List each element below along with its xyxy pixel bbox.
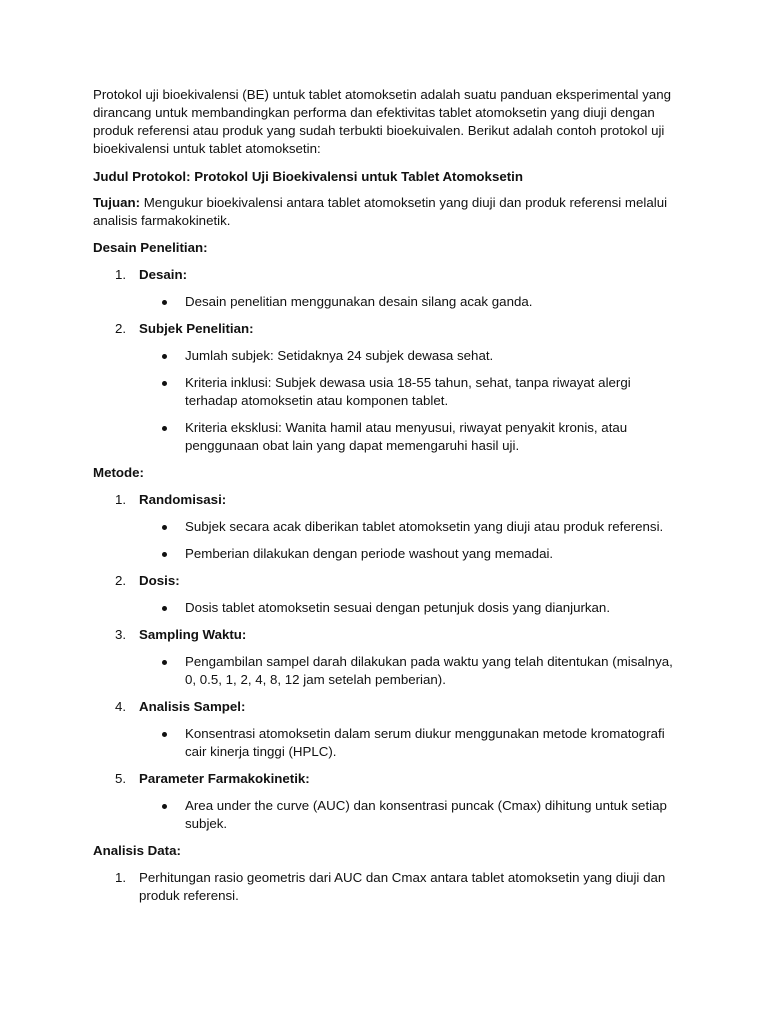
item-number: 1. bbox=[115, 870, 127, 885]
bullet-icon bbox=[162, 804, 167, 809]
design-item-1 bbox=[93, 266, 683, 284]
method-heading: Metode: bbox=[93, 465, 144, 480]
item-label: Dosis: bbox=[139, 573, 180, 588]
bullet-icon bbox=[162, 660, 167, 665]
item-text: Perhitungan rasio geometris dari AUC dan Cmax antara tablet atomoksetin yang diuji dan produk referensi. bbox=[139, 870, 666, 903]
bullet-icon bbox=[162, 606, 167, 611]
list-item bbox=[93, 374, 683, 410]
design-list bbox=[93, 266, 683, 455]
bullet-icon bbox=[162, 552, 167, 557]
item-label: Sampling Waktu: bbox=[139, 627, 247, 642]
method-item-1 bbox=[93, 491, 683, 509]
item-label: Desain: bbox=[139, 267, 188, 282]
method-item-3 bbox=[93, 626, 683, 644]
bullet-text: Desain penelitian menggunakan desain silang acak ganda. bbox=[185, 294, 533, 309]
design-item-2-bullets bbox=[93, 347, 683, 455]
method-item-5-bullets bbox=[93, 797, 683, 833]
bullet-text: Subjek secara acak diberikan tablet atomoksetin yang diuji atau produk referensi. bbox=[185, 519, 664, 534]
item-label: Parameter Farmakokinetik: bbox=[139, 771, 310, 786]
bullet-text: Dosis tablet atomoksetin sesuai dengan petunjuk dosis yang dianjurkan. bbox=[185, 600, 611, 615]
analysis-item-1 bbox=[93, 869, 683, 905]
method-item-3-bullets bbox=[93, 653, 683, 689]
list-item bbox=[93, 599, 683, 617]
list-item bbox=[93, 797, 683, 833]
design-item-1-bullets bbox=[93, 293, 683, 311]
intro-paragraph: Protokol uji bioekivalensi (BE) untuk tablet atomoksetin adalah suatu panduan eksperimental yang dirancang untuk membandingkan performa dan efektivitas tablet atomoksetin yang diuji dengan produk referensi atau produk yang sudah terbukti bioekuivalen. Berikut adalah contoh protokol uji bioekivalensi untuk tablet atomoksetin: bbox=[93, 87, 672, 156]
bullet-text: Jumlah subjek: Setidaknya 24 subjek dewasa sehat. bbox=[185, 348, 494, 363]
list-item bbox=[93, 518, 683, 536]
bullet-text: Pengambilan sampel darah dilakukan pada waktu yang telah ditentukan (misalnya, 0, 0.5, 1, 2, 4, 8, 12 jam setelah pemberian). bbox=[185, 654, 673, 687]
design-item-2 bbox=[93, 320, 683, 338]
bullet-icon bbox=[162, 300, 167, 305]
bullet-icon bbox=[162, 525, 167, 530]
analysis-list bbox=[93, 869, 683, 905]
item-number: 2. bbox=[115, 321, 127, 336]
list-item bbox=[93, 293, 683, 311]
method-item-2 bbox=[93, 572, 683, 590]
list-item bbox=[93, 419, 683, 455]
method-list bbox=[93, 491, 683, 833]
bullet-icon bbox=[162, 354, 167, 359]
method-item-1-bullets bbox=[93, 518, 683, 563]
bullet-text: Area under the curve (AUC) dan konsentrasi puncak (Cmax) dihitung untuk setiap subjek. bbox=[185, 798, 667, 831]
purpose-paragraph bbox=[93, 194, 683, 230]
purpose-label: Tujuan: bbox=[93, 195, 141, 210]
item-label: Analisis Sampel: bbox=[139, 699, 246, 714]
analysis-heading: Analisis Data: bbox=[93, 843, 181, 858]
method-item-4 bbox=[93, 698, 683, 716]
method-item-2-bullets bbox=[93, 599, 683, 617]
item-number: 4. bbox=[115, 699, 127, 714]
method-item-5 bbox=[93, 770, 683, 788]
bullet-icon bbox=[162, 426, 167, 431]
bullet-icon bbox=[162, 381, 167, 386]
document-content bbox=[93, 86, 683, 914]
item-label: Randomisasi: bbox=[139, 492, 227, 507]
item-number: 1. bbox=[115, 492, 127, 507]
list-item bbox=[93, 545, 683, 563]
protocol-title: Judul Protokol: Protokol Uji Bioekivalensi untuk Tablet Atomoksetin bbox=[93, 169, 523, 184]
list-item bbox=[93, 347, 683, 365]
list-item bbox=[93, 653, 683, 689]
item-label: Subjek Penelitian: bbox=[139, 321, 254, 336]
bullet-icon bbox=[162, 732, 167, 737]
item-number: 5. bbox=[115, 771, 127, 786]
bullet-text: Pemberian dilakukan dengan periode washout yang memadai. bbox=[185, 546, 554, 561]
design-heading: Desain Penelitian: bbox=[93, 240, 208, 255]
item-number: 1. bbox=[115, 267, 127, 282]
item-number: 2. bbox=[115, 573, 127, 588]
item-number: 3. bbox=[115, 627, 127, 642]
method-item-4-bullets bbox=[93, 725, 683, 761]
bullet-text: Konsentrasi atomoksetin dalam serum diukur menggunakan metode kromatografi cair kinerja tinggi (HPLC). bbox=[185, 726, 665, 759]
list-item bbox=[93, 725, 683, 761]
bullet-text: Kriteria inklusi: Subjek dewasa usia 18-55 tahun, sehat, tanpa riwayat alergi terhadap atomoksetin atau komponen tablet. bbox=[185, 375, 631, 408]
bullet-text: Kriteria eksklusi: Wanita hamil atau menyusui, riwayat penyakit kronis, atau penggunaan obat lain yang dapat memengaruhi hasil uji. bbox=[185, 420, 628, 453]
purpose-text: Mengukur bioekivalensi antara tablet atomoksetin yang diuji dan produk referensi melalui analisis farmakokinetik. bbox=[93, 195, 668, 228]
